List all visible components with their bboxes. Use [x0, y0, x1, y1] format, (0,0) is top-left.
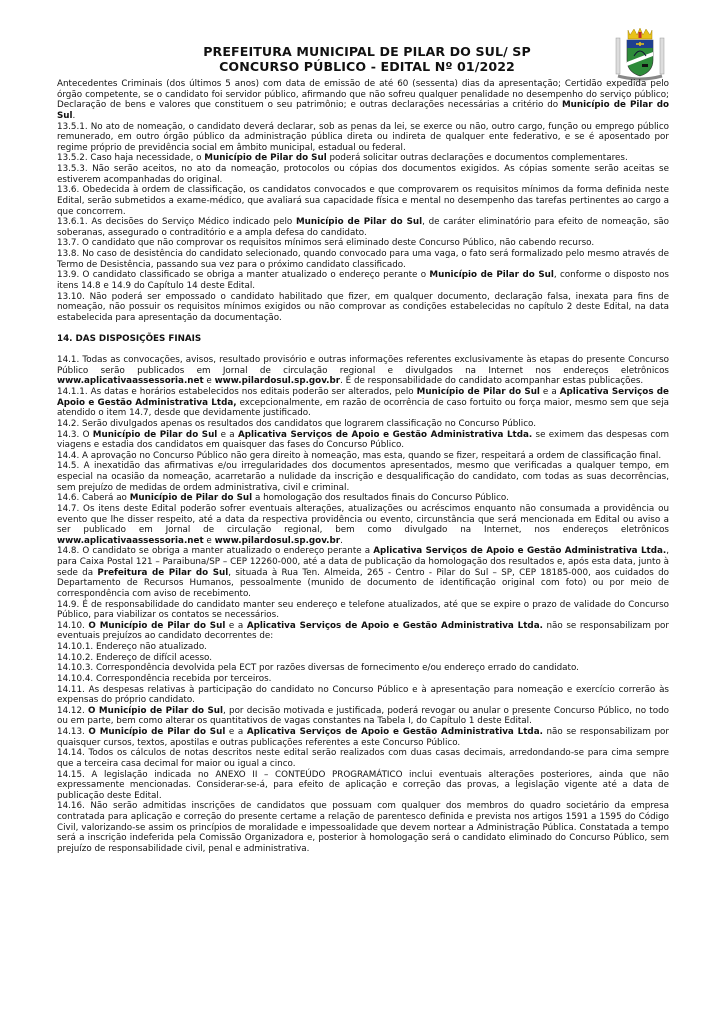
bold-text: Aplicativa Serviços de Apoio e Gestão Administrativa Ltda.	[237, 429, 533, 440]
text-run: 14.2. Serão divulgados apenas os resultados dos candidatos que lograrem classificação no Concurso Público.	[57, 418, 536, 429]
text-run: 14.1. Todas as convocações, avisos, resultado provisório e outras informações referentes exclusivamente às etapas do presente Concurso Público serão publicados em Jornal de circulação regional e divulgados na Internet nos endereços eletrônicos	[57, 355, 669, 376]
bold-text: Prefeitura de Pilar do Sul	[97, 567, 229, 578]
text-run: a homologação dos resultados finais do Concurso Público.	[252, 493, 509, 504]
text-run: , para Caixa Postal 121 – Paraibuna/SP – CEP 12260-000, até a data de publicação da homologação dos resultados e, após esta data, junto à sede da	[57, 546, 670, 578]
text-run: 14.13.	[57, 727, 89, 738]
text-run: , de caráter eliminatório para efeito de nomeação, são soberanas, assegurado o contraditório e a ampla defesa do candidato.	[57, 217, 669, 238]
text-run: 14.7. Os itens deste Edital poderão sofrer eventuais alterações, atualizações ou acréscimos enquanto não consumada a providência ou evento que lhe disser respeito, até a data da respectiva providência ou evento, circunstância que será mencionada em Edital ou aviso a ser publicado em Jornal de circulação regional, bem como divulgado na Internet, nos endereços eletrônicos	[57, 503, 669, 536]
paragraph	[57, 249, 669, 270]
paragraph	[57, 217, 669, 238]
text-run: 14.10.3. Correspondência devolvida pela ECT por razões diversas de fornecimento e/ou endereço errado do candidato.	[57, 663, 579, 674]
text-run: e a	[217, 429, 238, 440]
text-run: e a	[225, 620, 247, 631]
paragraph	[57, 79, 669, 122]
municipal-coat-of-arms-logo	[612, 26, 668, 82]
text-run: 13.6.1. As decisões do Serviço Médico indicado pelo	[57, 217, 296, 228]
text-run: e a	[225, 727, 247, 738]
spacer	[57, 323, 669, 334]
paragraph	[57, 185, 669, 217]
text-run: 14.9. É de responsabilidade do candidato manter seu endereço e telefone atualizados, até que se expire o prazo de validade do Concurso Público, para viabilizar os contatos se necessários.	[57, 599, 669, 621]
text-run: 14.10.2. Endereço de difícil acesso.	[57, 652, 213, 663]
text-run: 13.5.3. Não serão aceitos, no ato da nomeação, protocolos ou cópias dos documentos exigidos. As cópias somente serão aceitas se estiverem acompanhadas do original.	[57, 164, 669, 185]
paragraph	[57, 387, 669, 419]
text-run: e a	[539, 387, 560, 398]
paragraph	[57, 642, 669, 653]
text-run: 13.5.2. Caso haja necessidade, o	[57, 153, 205, 164]
paragraph	[57, 770, 669, 802]
bold-text: Município de Pilar do Sul	[429, 270, 554, 281]
paragraph	[57, 504, 669, 547]
paragraph	[57, 122, 669, 154]
text-run: 14.16. Não serão admitidas inscrições de candidatos que possuam com qualquer dos membros do quadro societário da empresa contratada para aplicação e correção do presente certame a relação de parentesco definida e prevista nos artigos 1591 a 1595 do Código Civil, valorizando-se assim os princípios de moralidade e impessoalidade que devem nortear a Administração Pública. Constatada a tempo será a inscrição indeferida pela Comissão Organizadora e, posterior à homologação será o candidato eliminado do Concurso Público, sem prejuízo de responsabilidade civil, penal e administrativa.	[57, 801, 669, 854]
bold-text: www.pilardosul.sp.gov.br	[214, 535, 341, 546]
text-run: e	[203, 535, 215, 546]
bold-text: Aplicativa Serviços de Apoio e Gestão Administrativa Ltda.	[373, 546, 667, 557]
paragraph	[57, 430, 669, 451]
paragraph	[57, 461, 669, 493]
text-run: 14.15. A legislação indicada no ANEXO II – CONTEÚDO PROGRAMÁTICO inclui eventuais alterações posteriores, ainda que não expressamente mencionadas. Considerar-se-á, para efeito de aplicação e correção das provas, a legislação vigente até a data de publicação deste Edital.	[57, 769, 669, 801]
paragraph	[57, 355, 669, 387]
text-run: 14.4. A aprovação no Concurso Público não gera direito à nomeação, mas esta, quando se fizer, respeitará a ordem de classificação final.	[57, 450, 662, 461]
text-run: 14.12.	[57, 705, 89, 716]
header-title-line1: PREFEITURA MUNICIPAL DE PILAR DO SUL/ SP	[203, 44, 531, 59]
text-run: 13.10. Não poderá ser empossado o candidato habilitado que fizer, em qualquer documento, declaração falsa, inexata para fins de nomeação, não possuir os requisitos mínimos exigidos ou não comprovar as condições estabelecidas no capítulo 2 deste Edital, na data estabelecida para apresentação da documentação.	[57, 291, 669, 323]
text-run: 14.3. O	[57, 429, 93, 440]
bold-text: www.pilardosul.sp.gov.br	[214, 376, 341, 387]
bold-text: www.aplicativaassessoria.net	[57, 376, 204, 387]
text-run: poderá solicitar outras declarações e documentos complementares.	[326, 153, 628, 164]
text-run: excepcionalmente, em razão de ocorrência de caso fortuito ou força maior, mesmo sem que seja atendido o item 14.7, desde que devidamente justificado.	[57, 397, 669, 419]
text-run: Antecedentes Criminais (dos últimos 5 anos) com data de emissão de até 60 (sessenta) dias da apresentação; Certidão expedida pelo órgão competente, se o candidato foi servidor público, afirmando que não sofreu qualquer penalidade no desempenho do serviço público; Declaração de bens e valores que constituem o seu patrimônio; e outras declarações necessárias a critério do	[57, 79, 669, 111]
text-run: .	[72, 110, 76, 121]
bold-text: Município de Pilar do Sul	[92, 429, 218, 440]
header-title-line2: CONCURSO PÚBLICO - EDITAL Nº 01/2022	[219, 59, 515, 74]
text-run: , por decisão motivada e justificada, poderá revogar ou anular o presente Concurso Público, no todo ou em parte, bem como alterar os quantitativos de vagas constantes na Tabela I, do Capítulo 1 deste Edital.	[57, 705, 669, 727]
paragraph	[57, 419, 669, 430]
text-run: . É de responsabilidade do candidato acompanhar estas publicações.	[340, 376, 644, 387]
text-run: 13.8. No caso de desistência do candidato selecionado, quando convocado para uma vaga, o fato será formalizado pelo mesmo através de Termo de Desistência, passando sua vez para o próximo candidato classificado.	[57, 249, 669, 270]
text-run: 13.7. O candidato que não comprovar os requisitos mínimos será eliminado deste Concurso Público, não cabendo recurso.	[57, 238, 595, 249]
bold-text: Município de Pilar do Sul	[416, 387, 540, 398]
bold-text: O Município de Pilar do Sul	[88, 727, 226, 738]
text-run: e	[203, 376, 215, 387]
paragraph	[57, 164, 669, 185]
paragraph	[57, 238, 669, 249]
bold-text: Município de Pilar do Sul	[295, 217, 423, 228]
document-body	[57, 79, 669, 855]
text-run: 14.5. A inexatidão das afirmativas e/ou irregularidades dos documentos apresentados, mesmo que verificadas a qualquer tempo, em especial na ocasião da nomeação, acarretarão a nulidade da inscrição e desqualificação do candidato, com todas as suas decorrências, sem prejuízo de medidas de ordem administrativa, civil e criminal.	[57, 461, 669, 493]
text-run: , conforme o disposto nos itens 14.8 e 14.9 do Capítulo 14 deste Edital.	[57, 270, 669, 291]
text-run: 14.11. As despesas relativas à participação do candidato no Concurso Público e à apresentação para nomeação e exercício correrão às expensas do próprio candidato.	[57, 684, 669, 706]
text-run: 13.9. O candidato classificado se obriga a manter atualizado o endereço perante o	[57, 270, 430, 281]
text-run: 14.10.	[57, 620, 89, 631]
paragraph	[57, 546, 669, 599]
paragraph	[57, 801, 669, 854]
bold-text: Aplicativa Serviços de Apoio e Gestão Administrativa Ltda.	[246, 727, 543, 738]
text-run: 14.14. Todos os cálculos de notas descritos neste edital serão realizados com duas casas decimais, arredondando-se para cima sempre que a terceira casa decimal for maior ou igual a cinco.	[57, 748, 669, 769]
bold-text: Município de Pilar do Sul	[204, 153, 327, 164]
paragraph	[57, 674, 669, 685]
bold-text: Município de Pilar do Sul	[129, 493, 253, 504]
bold-text: Município de Pilar do Sul	[57, 100, 669, 121]
paragraph	[57, 600, 669, 621]
paragraph	[57, 292, 669, 324]
bold-text: O Município de Pilar do Sul	[88, 705, 224, 716]
text-run: não se responsabilizam por quaisquer cursos, textos, apostilas e outras publicações referentes a este Concurso Público.	[57, 727, 669, 748]
paragraph	[57, 727, 669, 748]
paragraph	[57, 706, 669, 727]
paragraph	[57, 153, 669, 164]
paragraph	[57, 748, 669, 769]
paragraph	[57, 685, 669, 706]
paragraph	[57, 451, 669, 462]
bold-text: O Município de Pilar do Sul	[88, 620, 226, 631]
bold-text: Aplicativa Serviços de Apoio e Gestão Administrativa Ltda,	[57, 387, 669, 408]
text-run: 13.6. Obedecida à ordem de classificação, os candidatos convocados e que comprovarem os requisitos mínimos da forma definida neste Edital, serão submetidos a exame-médico, que avaliará sua capacidade física e mental no desempenho das tarefas pertinentes ao cargo a que concorrem.	[57, 185, 669, 217]
paragraph	[57, 493, 669, 504]
text-run: 14.1.1. As datas e horários estabelecidos nos editais poderão ser alterados, pelo	[57, 387, 417, 398]
text-run: , situada à Rua Ten. Almeida, 265 - Centro - Pilar do Sul – SP, CEP 18185-000, aos cuidados do Departamento de Recursos Humanos, pessoalmente (munido de documento de identificação original com foto) ou por meio de correspondência com aviso de recebimento.	[57, 567, 669, 599]
paragraph	[57, 621, 669, 642]
text-run: 14.6. Caberá ao	[57, 493, 130, 504]
text-run: se eximem das despesas com viagens e estadia dos candidatos em quaisquer das fases do Concurso Público.	[57, 429, 670, 451]
text-run: 14.10.1. Endereço não atualizado.	[57, 642, 207, 653]
section-heading: 14. DAS DISPOSIÇÕES FINAIS	[57, 333, 202, 344]
bold-text: Aplicativa Serviços de Apoio e Gestão Administrativa Ltda.	[246, 620, 543, 631]
paragraph	[57, 663, 669, 674]
paragraph	[57, 653, 669, 664]
text-run: 13.5.1. No ato de nomeação, o candidato deverá declarar, sob as penas da lei, se exerce ou não, outro cargo, função ou emprego público remunerado, em outro órgão público da administração pública direta ou indireta de qualquer ente federativo, e se é aposentado por regime próprio de previdência social em âmbito municipal, estadual ou federal.	[57, 121, 669, 153]
spacer	[57, 345, 669, 356]
text-run: não se responsabilizam por eventuais prejuízos ao candidato decorrentes de:	[57, 620, 669, 642]
bold-text: www.aplicativaassessoria.net	[57, 535, 204, 546]
text-run: 14.8. O candidato se obriga a manter atualizado o endereço perante a	[57, 546, 374, 557]
text-run: .	[340, 535, 343, 546]
text-run: 14.10.4. Correspondência recebida por terceiros.	[57, 673, 272, 684]
paragraph	[57, 270, 669, 291]
